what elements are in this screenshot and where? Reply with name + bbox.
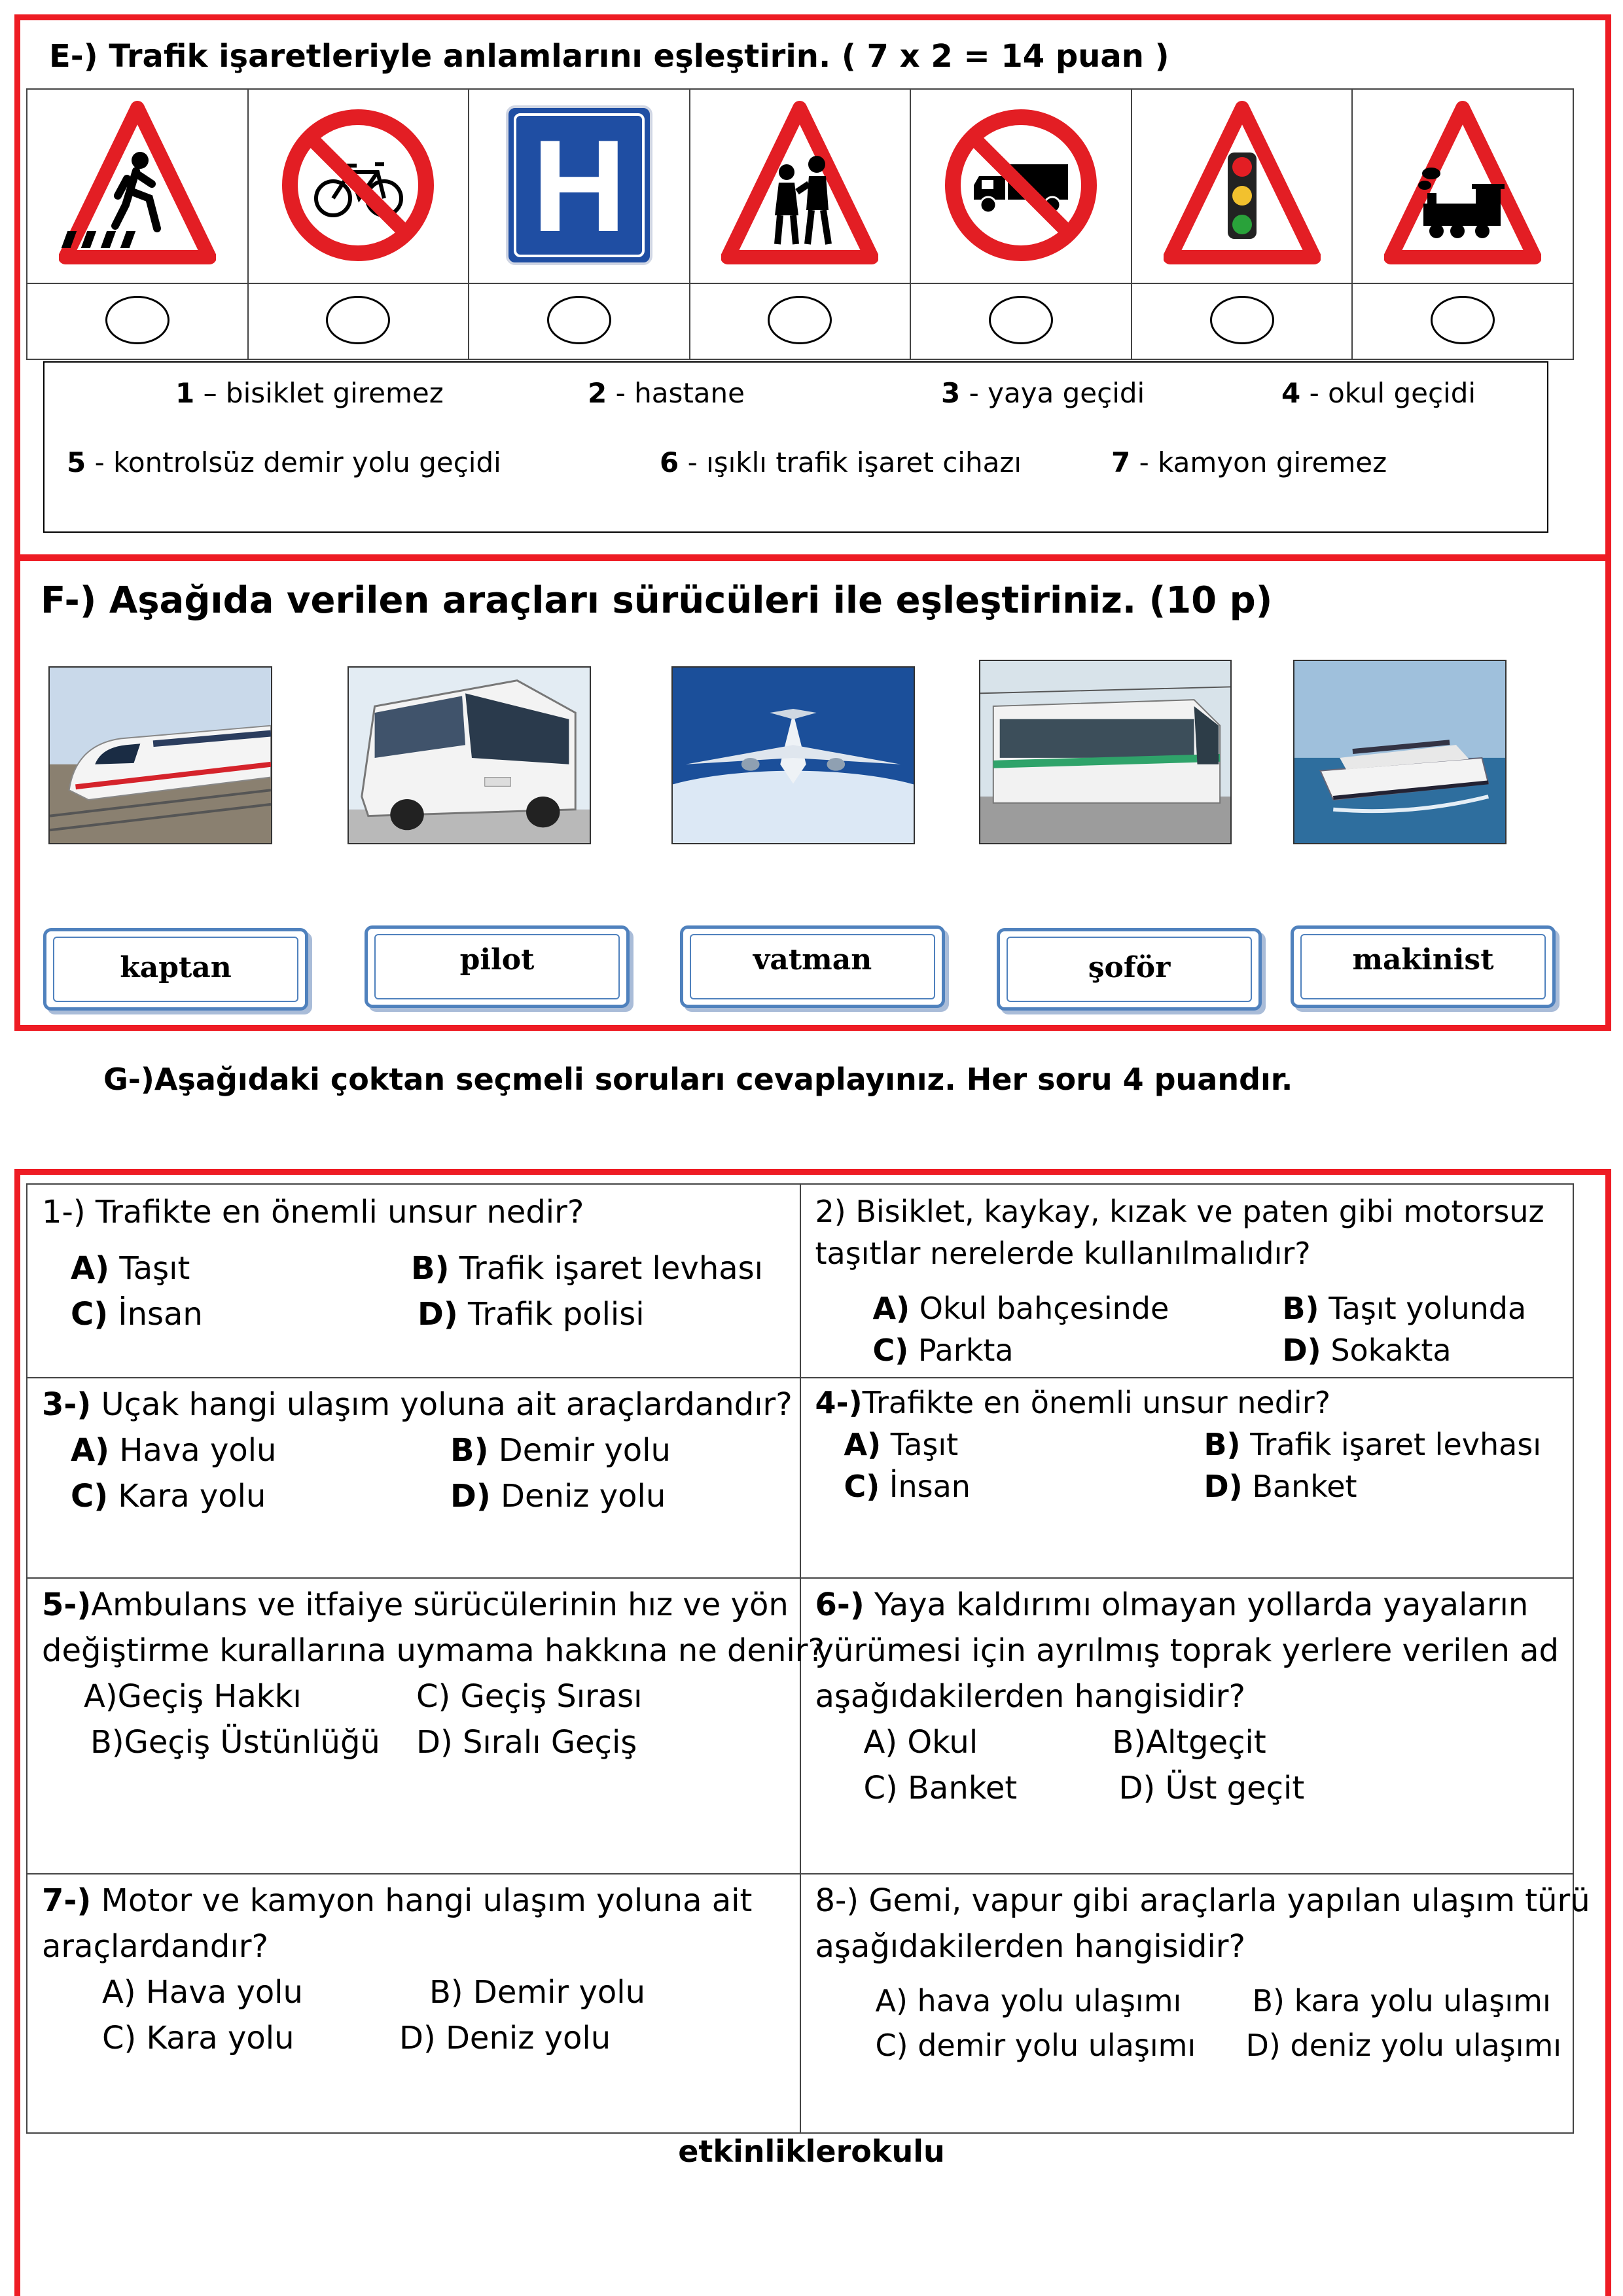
q2-option-c[interactable]: C) Parkta bbox=[872, 1333, 1014, 1368]
role-label-kaptan: kaptan bbox=[120, 951, 232, 984]
school-crossing-sign-icon bbox=[721, 100, 878, 270]
sign-cell-4 bbox=[690, 89, 911, 283]
q3-option-a[interactable]: A) Hava yolu bbox=[71, 1432, 277, 1469]
high-speed-train-photo bbox=[50, 668, 271, 843]
q8-option-d[interactable]: D) deniz yolu ulaşımı bbox=[1245, 2028, 1562, 2063]
legend-item-6: 6 - ışıklı trafik işaret cihazı bbox=[660, 446, 1022, 478]
no-trucks-sign-icon bbox=[942, 100, 1099, 270]
photo-ferry bbox=[1293, 660, 1507, 844]
answer-circle-cell-7 bbox=[1352, 283, 1573, 359]
q1-option-c[interactable]: C) İnsan bbox=[71, 1296, 203, 1333]
q1-stem: 1-) Trafikte en önemli unsur nedir? bbox=[42, 1194, 584, 1230]
legend-item-5: 5 - kontrolsüz demir yolu geçidi bbox=[67, 446, 501, 478]
q8-option-a[interactable]: A) hava yolu ulaşımı bbox=[875, 1983, 1182, 2018]
q4-option-b[interactable]: B) Trafik işaret levhası bbox=[1204, 1427, 1542, 1462]
signs-table bbox=[26, 88, 1574, 360]
role-button-makinist[interactable] bbox=[1291, 925, 1556, 1008]
role-button-sofor[interactable] bbox=[997, 928, 1262, 1011]
q4-stem: 4-)Trafikte en önemli unsur nedir? bbox=[815, 1385, 1331, 1420]
q5-option-a[interactable]: A)Geçiş Hakkı bbox=[84, 1678, 302, 1715]
q7-option-a[interactable]: A) Hava yolu bbox=[102, 1974, 303, 2011]
q6-option-d[interactable]: D) Üst geçit bbox=[1118, 1770, 1305, 1806]
sign-cell-7 bbox=[1352, 89, 1573, 283]
legend-item-1: 1 – bisiklet giremez bbox=[175, 377, 444, 409]
role-button-pilot[interactable] bbox=[365, 925, 630, 1008]
airplane-photo bbox=[673, 668, 914, 843]
q2-option-b[interactable]: B) Taşıt yolunda bbox=[1282, 1291, 1527, 1326]
q2-stem-line-2: taşıtlar nerelerde kullanılmalıdır? bbox=[815, 1236, 1311, 1271]
role-label-makinist: makinist bbox=[1352, 943, 1494, 977]
q1-option-a[interactable]: A) Taşıt bbox=[71, 1250, 190, 1287]
answer-circle-5[interactable] bbox=[989, 296, 1053, 344]
q2-option-d[interactable]: D) Sokakta bbox=[1282, 1333, 1452, 1368]
sign-cell-2 bbox=[248, 89, 469, 283]
q1-option-b[interactable]: B) Trafik işaret levhası bbox=[411, 1250, 763, 1287]
hospital-sign-letter: H bbox=[531, 113, 627, 259]
question-3 bbox=[27, 1378, 800, 1578]
q5-stem-line-1: 5-)Ambulans ve itfaiye sürücülerinin hız ve yön bbox=[42, 1587, 789, 1623]
answer-circle-2[interactable] bbox=[326, 296, 390, 344]
q5-option-c[interactable]: C) Geçiş Sırası bbox=[416, 1678, 643, 1715]
sign-legend-box bbox=[43, 361, 1548, 533]
section-f-title: F-) Aşağıda verilen araçları sürücüleri ile eşleştiriniz. (10 p) bbox=[41, 579, 1273, 622]
role-label-pilot: pilot bbox=[459, 943, 535, 977]
hospital-sign-icon bbox=[501, 100, 658, 270]
q4-option-d[interactable]: D) Banket bbox=[1204, 1469, 1357, 1504]
q3-option-d[interactable]: D) Deniz yolu bbox=[450, 1478, 666, 1515]
bus-photo bbox=[349, 668, 590, 843]
legend-item-4: 4 - okul geçidi bbox=[1281, 377, 1476, 409]
no-bicycles-sign-icon bbox=[279, 100, 437, 270]
section-e-title: E-) Trafik işaretleriyle anlamlarını eşleştirin. ( 7 x 2 = 14 puan ) bbox=[49, 38, 1169, 75]
answer-circle-cell-5 bbox=[910, 283, 1132, 359]
question-5 bbox=[27, 1578, 825, 1874]
q7-stem-line-2: araçlardandır? bbox=[42, 1928, 268, 1965]
question-6 bbox=[800, 1578, 1574, 1874]
sign-cell-5 bbox=[910, 89, 1132, 283]
question-1 bbox=[27, 1184, 800, 1378]
legend-item-3: 3 - yaya geçidi bbox=[941, 377, 1145, 409]
q3-option-c[interactable]: C) Kara yolu bbox=[71, 1478, 266, 1515]
photo-high-speed-train bbox=[48, 666, 272, 844]
answer-circle-cell-1 bbox=[27, 283, 248, 359]
photo-bus bbox=[348, 666, 591, 844]
q1-option-d[interactable]: D) Trafik polisi bbox=[418, 1296, 645, 1333]
q2-option-a[interactable]: A) Okul bahçesinde bbox=[872, 1291, 1169, 1326]
q7-stem-line-1: 7-) Motor ve kamyon hangi ulaşım yoluna ait bbox=[42, 1882, 753, 1919]
q3-option-b[interactable]: B) Demir yolu bbox=[450, 1432, 671, 1469]
q6-option-b[interactable]: B)Altgeçit bbox=[1112, 1724, 1266, 1761]
q4-option-a[interactable]: A) Taşıt bbox=[844, 1427, 959, 1462]
level-crossing-sign-icon bbox=[1384, 100, 1541, 270]
answer-circle-cell-3 bbox=[469, 283, 690, 359]
legend-item-2: 2 - hastane bbox=[588, 377, 745, 409]
questions-table bbox=[26, 1183, 1590, 2134]
q6-stem-line-2: yürümesi için ayrılmış toprak yerlere verilen ad bbox=[815, 1632, 1560, 1669]
sign-cell-1 bbox=[27, 89, 248, 283]
role-label-vatman: vatman bbox=[753, 943, 872, 977]
role-button-kaptan[interactable] bbox=[43, 928, 308, 1011]
photo-airplane bbox=[671, 666, 915, 844]
q8-stem-line-1: 8-) Gemi, vapur gibi araçlarla yapılan ulaşım türü bbox=[815, 1882, 1590, 1919]
q6-option-c[interactable]: C) Banket bbox=[863, 1770, 1018, 1806]
section-g-title: G-)Aşağıdaki çoktan seçmeli soruları cevaplayınız. Her soru 4 puandır. bbox=[103, 1062, 1293, 1097]
tram-photo bbox=[980, 661, 1230, 843]
sign-cell-3 bbox=[469, 89, 690, 283]
q6-stem-line-3: aşağıdakilerden hangisidir? bbox=[815, 1678, 1246, 1715]
q8-option-c[interactable]: C) demir yolu ulaşımı bbox=[875, 2028, 1196, 2063]
answer-circle-6[interactable] bbox=[1210, 296, 1274, 344]
q5-option-d[interactable]: D) Sıralı Geçiş bbox=[416, 1724, 637, 1761]
role-button-vatman[interactable] bbox=[680, 925, 945, 1008]
answer-circle-3[interactable] bbox=[547, 296, 611, 344]
question-8 bbox=[800, 1874, 1590, 2133]
answer-circle-cell-6 bbox=[1132, 283, 1353, 359]
q3-stem: 3-) Uçak hangi ulaşım yoluna ait araçlardandır? bbox=[42, 1386, 793, 1423]
question-2 bbox=[800, 1184, 1574, 1378]
q7-option-d[interactable]: D) Deniz yolu bbox=[399, 2020, 611, 2056]
q5-option-b[interactable]: B)Geçiş Üstünlüğü bbox=[90, 1724, 380, 1761]
footer-credit: etkinliklerokulu bbox=[678, 2134, 945, 2169]
answer-circle-7[interactable] bbox=[1431, 296, 1495, 344]
q5-stem-line-2: değiştirme kurallarına uymama hakkına ne denir? bbox=[42, 1632, 825, 1669]
question-7 bbox=[27, 1874, 800, 2133]
answer-circle-cell-4 bbox=[690, 283, 911, 359]
q4-option-c[interactable]: C) İnsan bbox=[844, 1469, 971, 1504]
q7-option-c[interactable]: C) Kara yolu bbox=[102, 2020, 294, 2056]
ferry-photo bbox=[1294, 661, 1505, 843]
q6-option-a[interactable]: A) Okul bbox=[863, 1724, 978, 1761]
pedestrian-crossing-sign-icon bbox=[59, 100, 216, 270]
photo-tram bbox=[979, 660, 1232, 844]
role-label-sofor: şoför bbox=[1088, 951, 1171, 984]
answer-circle-4[interactable] bbox=[768, 296, 832, 344]
q6-stem-line-1: 6-) Yaya kaldırımı olmayan yollarda yayaların bbox=[815, 1587, 1529, 1623]
traffic-lights-sign-icon bbox=[1164, 100, 1321, 270]
answer-circle-1[interactable] bbox=[105, 296, 169, 344]
q7-option-b[interactable]: B) Demir yolu bbox=[429, 1974, 646, 2011]
sign-cell-6 bbox=[1132, 89, 1353, 283]
legend-item-7: 7 - kamyon giremez bbox=[1111, 446, 1387, 478]
q8-stem-line-2: aşağıdakilerden hangisidir? bbox=[815, 1928, 1246, 1965]
q8-option-b[interactable]: B) kara yolu ulaşımı bbox=[1252, 1983, 1551, 2018]
question-4 bbox=[800, 1378, 1574, 1578]
q2-stem-line-1: 2) Bisiklet, kaykay, kızak ve paten gibi motorsuz bbox=[815, 1194, 1544, 1229]
answer-circle-cell-2 bbox=[248, 283, 469, 359]
